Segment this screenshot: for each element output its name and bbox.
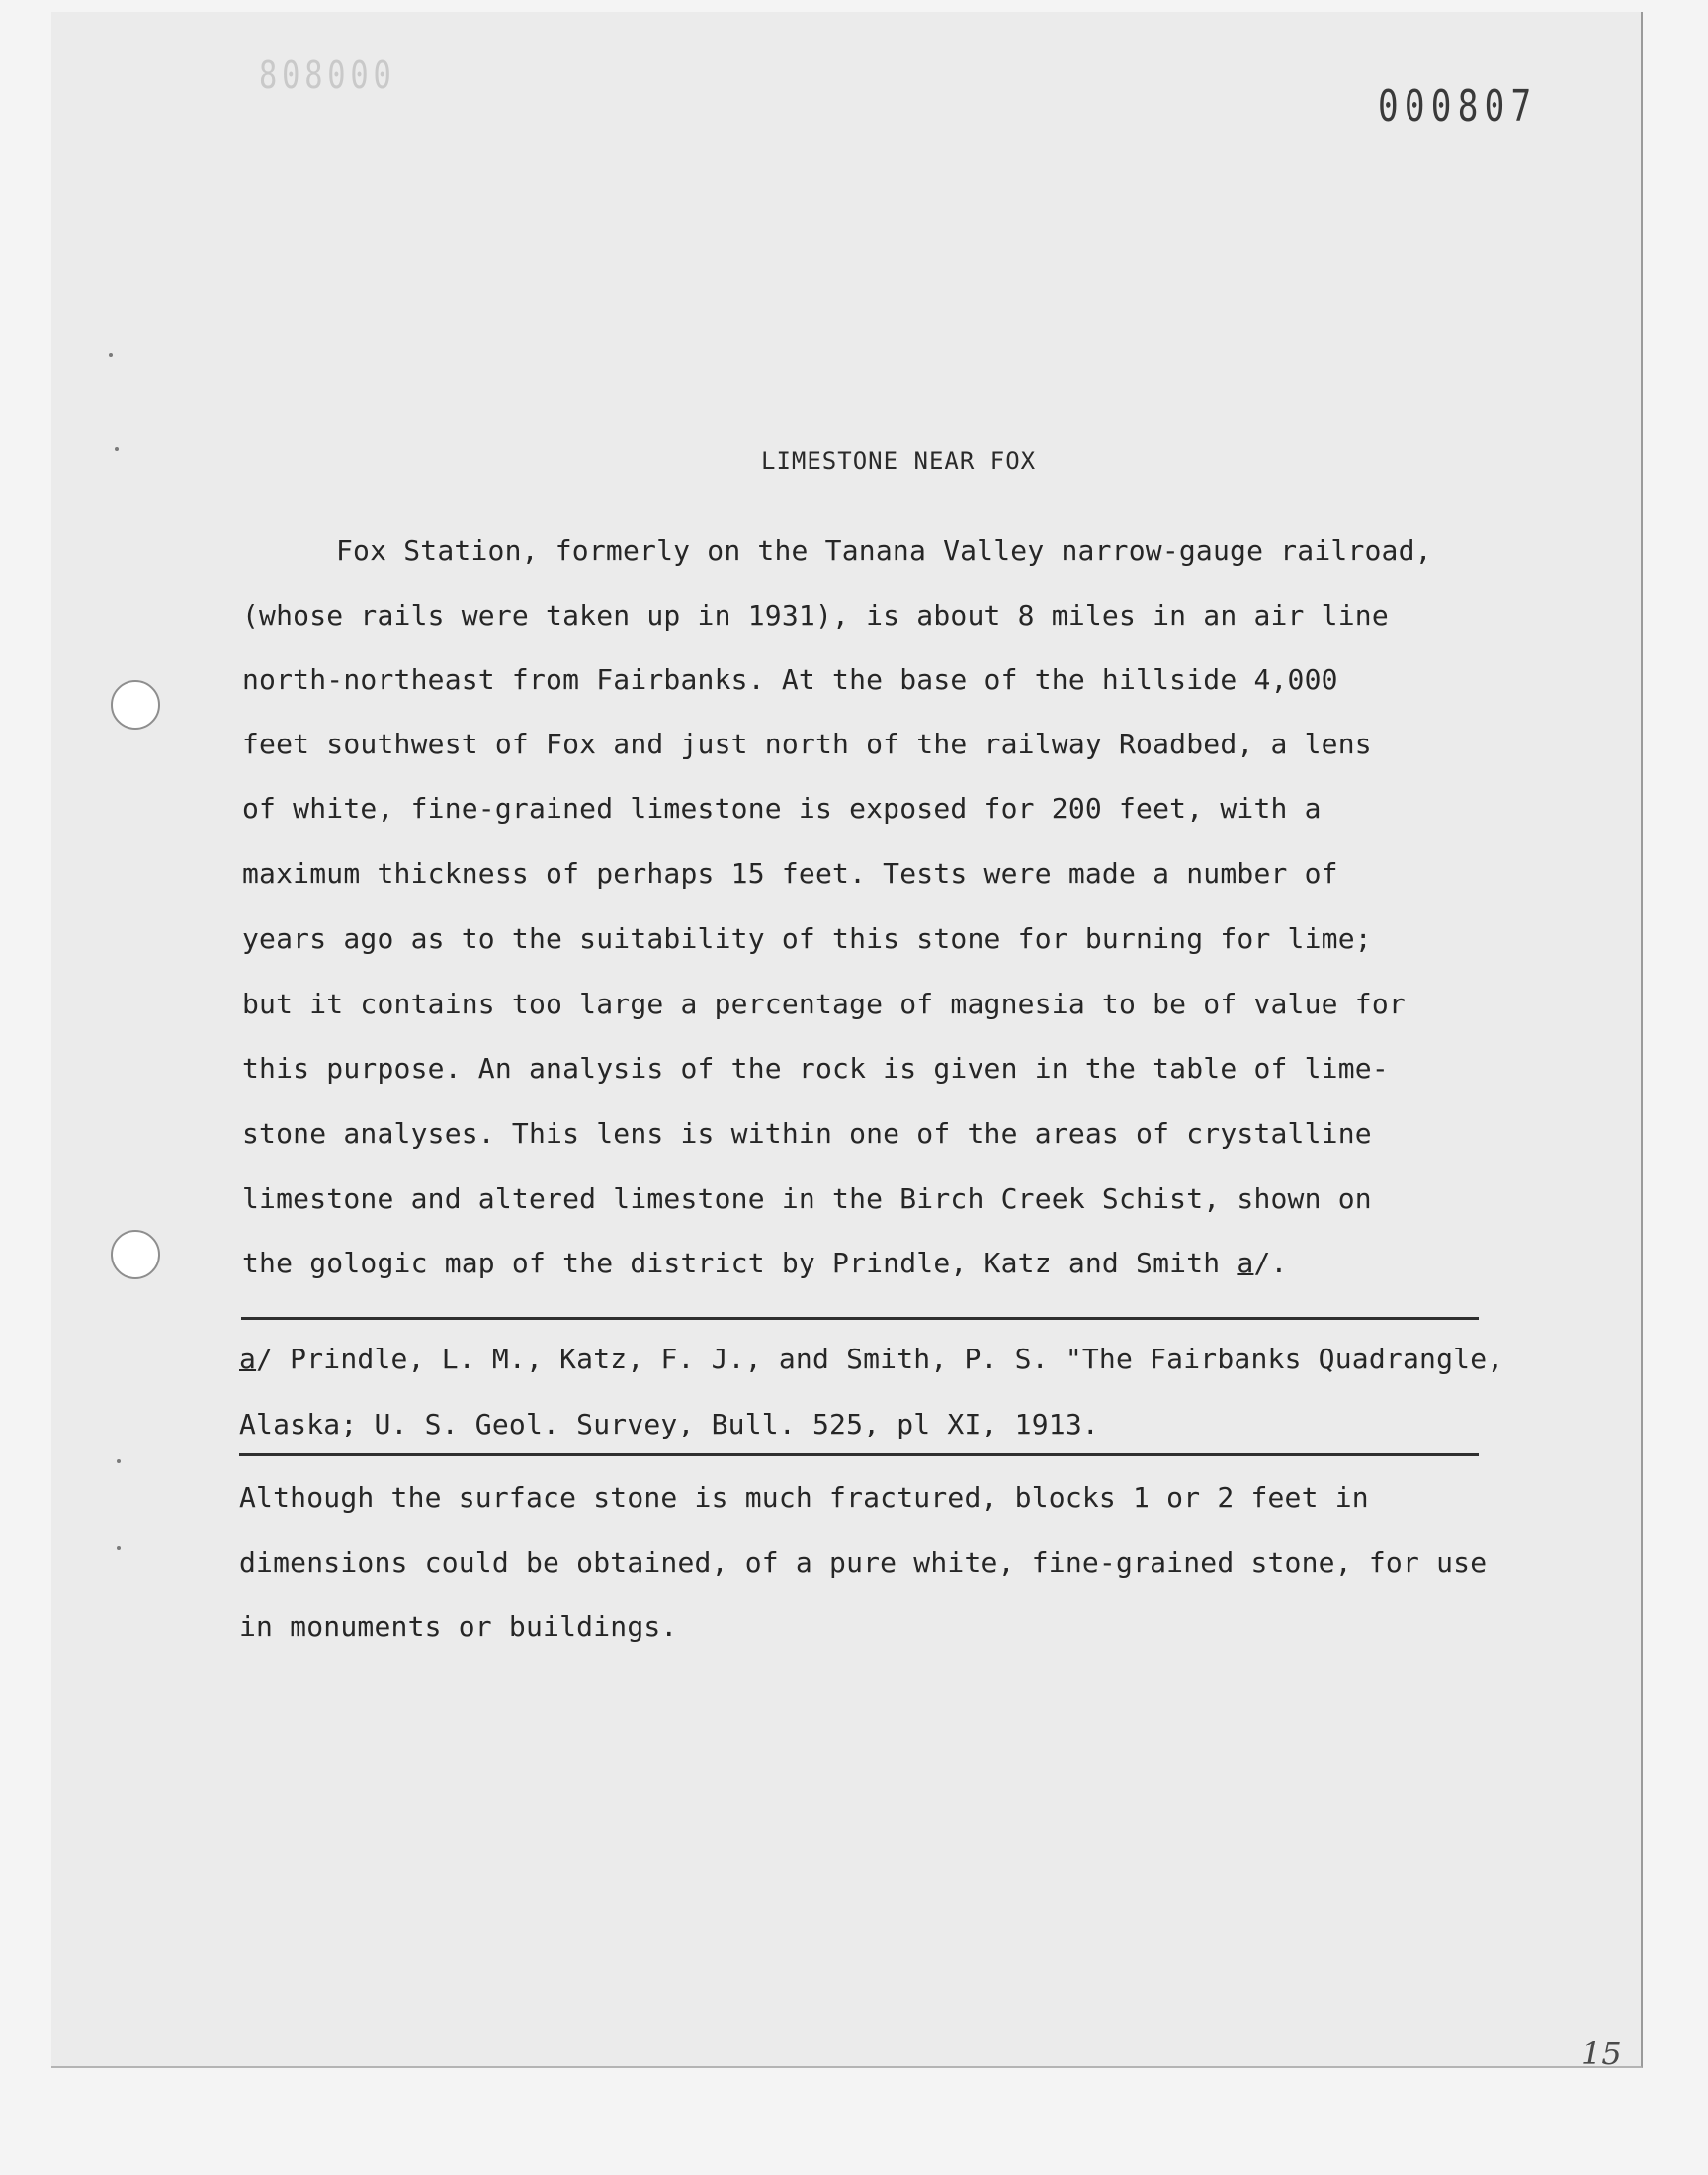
- body-line-12-text: the gologic map of the district by Prindle, Katz and Smith: [242, 1247, 1238, 1279]
- speck-2: [115, 447, 119, 451]
- closing-line-3: in monuments or buildings.: [239, 1610, 678, 1643]
- punch-hole-upper: [111, 680, 160, 730]
- body-line-10: stone analyses. This lens is within one of the areas of crystalline: [242, 1117, 1372, 1150]
- body-line-3: north-northeast from Fairbanks. At the base of the hillside 4,000: [242, 663, 1338, 696]
- closing-paragraph: [239, 12, 1544, 1693]
- body-line-12-end: /.: [1253, 1247, 1288, 1279]
- document-number: 000807: [1378, 81, 1538, 131]
- closing-line-2: dimensions could be obtained, of a pure white, fine-grained stone, for use: [239, 1546, 1488, 1579]
- footnote-marker: a: [239, 1343, 257, 1375]
- page-title: LIMESTONE NEAR FOX: [761, 447, 1037, 475]
- body-line-6: maximum thickness of perhaps 15 feet. Tests were made a number of: [242, 857, 1338, 890]
- closing-line-1: Although the surface stone is much fractured, blocks 1 or 2 feet in: [239, 1481, 1369, 1514]
- body-line-7: years ago as to the suitability of this stone for burning for lime;: [242, 922, 1372, 955]
- body-line-1: Fox Station, formerly on the Tanana Valley narrow-gauge railroad,: [336, 534, 1432, 566]
- ghost-stamp-number: 808000: [259, 53, 396, 97]
- document-page: [51, 12, 1643, 2072]
- handwritten-page-number: 15: [1581, 2035, 1622, 2072]
- body-line-9: this purpose. An analysis of the rock is given in the table of lime-: [242, 1052, 1389, 1085]
- body-line-8: but it contains too large a percentage of magnesia to be of value for: [242, 988, 1406, 1020]
- footnote-reference: a: [1237, 1247, 1254, 1279]
- speck-4: [117, 1546, 121, 1550]
- body-line-11: limestone and altered limestone in the Birch Creek Schist, shown on: [242, 1182, 1372, 1215]
- punch-hole-lower: [111, 1230, 160, 1279]
- body-line-2: (whose rails were taken up in 1931), is about 8 miles in an air line: [242, 599, 1389, 632]
- footnote-line-2: Alaska; U. S. Geol. Survey, Bull. 525, pl XI, 1913.: [239, 1408, 1099, 1440]
- speck-1: [109, 353, 113, 357]
- footnote-line-1-text: / Prindle, L. M., Katz, F. J., and Smith, P. S. "The Fairbanks Quadrangle,: [256, 1343, 1504, 1375]
- speck-3: [117, 1459, 121, 1463]
- body-line-5: of white, fine-grained limestone is exposed for 200 feet, with a: [242, 792, 1322, 825]
- body-line-4: feet southwest of Fox and just north of the railway Roadbed, a lens: [242, 728, 1372, 760]
